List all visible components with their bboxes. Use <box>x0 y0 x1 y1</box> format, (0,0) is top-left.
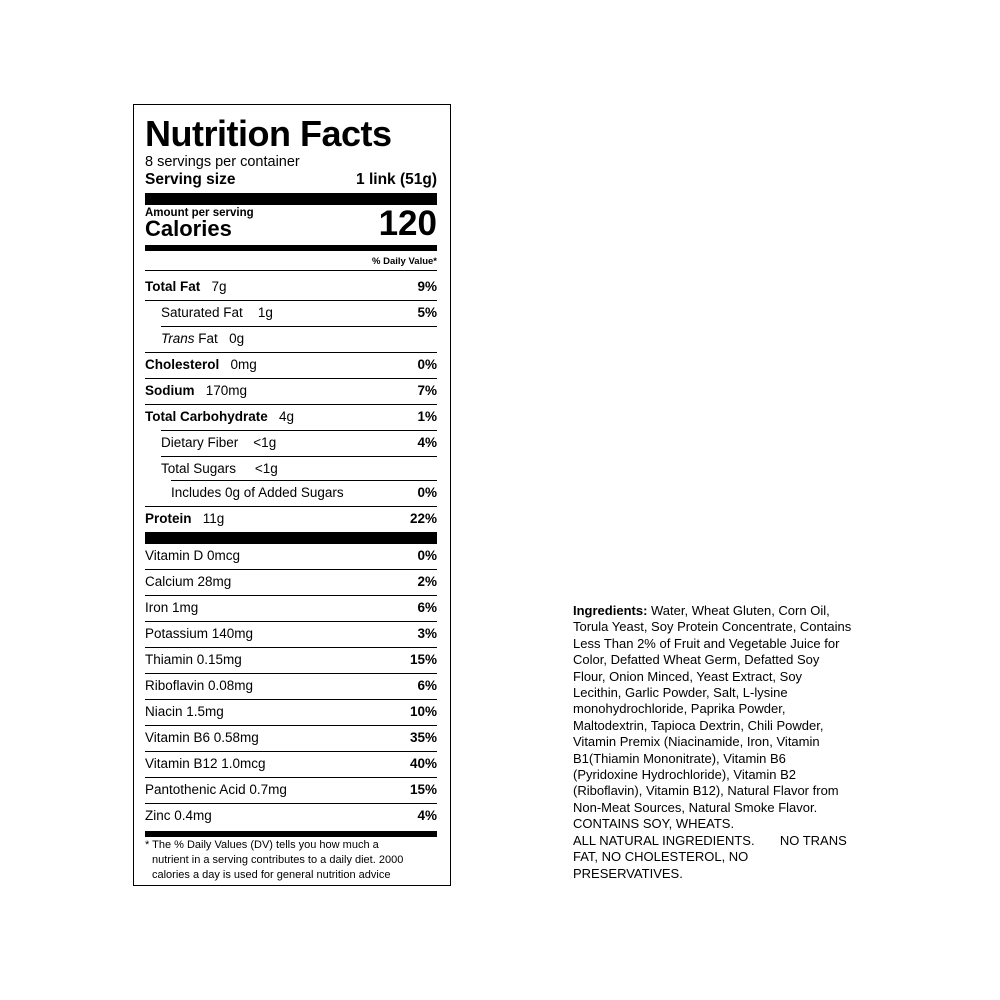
vitamin-row <box>145 725 437 751</box>
nutrient-row-total-sugars <box>145 456 437 482</box>
label-title: Nutrition Facts <box>145 113 392 154</box>
vitamin-name: Pantothenic Acid 0.7mg <box>145 782 287 797</box>
nutrient-name: Total Carbohydrate 4g <box>145 409 295 424</box>
vitamin-name: Niacin 1.5mg <box>145 704 224 719</box>
nutrient-pct: 5% <box>417 305 437 320</box>
nutrient-name: Includes 0g of Added Sugars <box>171 485 344 500</box>
vitamin-name: Thiamin 0.15mg <box>145 652 242 667</box>
vitamin-pct: 15% <box>409 782 437 797</box>
ingredients-line: Ingredients: Water, Wheat Gluten, Corn Oil, <box>573 603 830 618</box>
calories-label: Calories <box>145 216 232 241</box>
ingredients-line: FAT, NO CHOLESTEROL, NO <box>573 849 749 865</box>
vitamin-name: Zinc 0.4mg <box>145 808 212 823</box>
vitamin-row <box>145 595 437 621</box>
nutrient-row-dietary-fiber <box>145 430 437 456</box>
ingredients-line: (Riboflavin), Vitamin B12), Natural Flavor from <box>573 783 839 799</box>
nutrient-row-sodium <box>145 378 437 404</box>
ingredients-line: Lecithin, Garlic Powder, Salt, L-lysine <box>573 685 788 701</box>
ingredients-title: Ingredients: <box>573 603 648 618</box>
vitamin-row <box>145 673 437 699</box>
vitamin-name: Calcium 28mg <box>145 574 232 589</box>
nutrient-row-total-fat <box>145 274 437 300</box>
nutrient-row-cholesterol <box>145 352 437 378</box>
vitamin-row <box>145 647 437 673</box>
vitamin-pct: 35% <box>409 730 437 745</box>
servings-per-container: 8 servings per container <box>145 154 300 170</box>
vitamin-name: Riboflavin 0.08mg <box>145 678 254 693</box>
ingredients-line: Color, Defatted Wheat Germ, Defatted Soy <box>573 652 820 668</box>
vitamin-row <box>145 777 437 803</box>
ingredients-line: ALL NATURAL INGREDIENTS. NO TRANS <box>573 832 847 848</box>
vitamin-name: Vitamin B6 0.58mg <box>145 730 259 745</box>
nutrient-name: Saturated Fat 1g <box>161 305 273 320</box>
vitamin-name: Vitamin D 0mcg <box>145 548 241 563</box>
vitamin-pct: 10% <box>409 704 437 719</box>
vitamin-pct: 4% <box>417 808 437 823</box>
ingredients-line: B1(Thiamin Mononitrate), Vitamin B6 <box>573 750 786 766</box>
medium-divider-bottom <box>145 831 437 837</box>
nutrient-name: Total Sugars <1g <box>161 461 278 476</box>
medium-divider <box>145 245 437 251</box>
vitamin-row <box>145 621 437 647</box>
vitamin-pct: 6% <box>417 600 437 615</box>
vitamin-pct: 3% <box>417 626 437 641</box>
vitamin-name: Iron 1mg <box>145 600 199 615</box>
nutrient-name: Protein 11g <box>145 511 225 526</box>
footnote-line: calories a day is used for general nutrition advice <box>152 869 391 881</box>
vitamin-pct: 2% <box>417 574 437 589</box>
ingredients-line: CONTAINS SOY, WHEATS. <box>573 816 735 832</box>
vitamin-pct: 40% <box>409 756 437 771</box>
ingredients-line: (Pyridoxine Hydrochloride), Vitamin B2 <box>573 767 797 783</box>
vitamin-pct: 0% <box>417 548 437 563</box>
nutrient-name: Cholesterol 0mg <box>145 357 257 372</box>
nutrient-row-total-carbohydrate <box>145 404 437 430</box>
nutrient-pct: 0% <box>417 485 437 500</box>
ingredients-block <box>573 603 893 882</box>
vitamin-row <box>145 699 437 725</box>
nutrient-row-saturated-fat <box>145 300 437 326</box>
calories-value: 120 <box>378 204 437 243</box>
vitamin-row <box>145 569 437 595</box>
nutrient-pct: 22% <box>409 511 437 526</box>
serving-size-value: 1 link (51g) <box>356 171 437 188</box>
nutrient-row-protein <box>145 506 437 532</box>
serving-size-label: Serving size <box>145 171 236 188</box>
ingredients-line: Vitamin Premix (Niacinamide, Iron, Vitamin <box>573 734 820 750</box>
amount-per-serving: Amount per serving <box>145 207 254 219</box>
serving-size-row <box>145 171 437 189</box>
nutrient-pct: 9% <box>417 279 437 294</box>
ingredients-line: Non-Meat Sources, Natural Smoke Flavor. <box>573 799 818 815</box>
daily-value-footnote <box>145 838 437 883</box>
nutrient-row-added-sugars <box>145 480 437 506</box>
vitamin-pct: 6% <box>417 678 437 693</box>
vitamin-pct: 15% <box>409 652 437 667</box>
nutrient-pct: 1% <box>417 409 437 424</box>
nutrient-name: Dietary Fiber <1g <box>161 435 277 450</box>
ingredients-line: Flour, Onion Minced, Yeast Extract, Soy <box>573 668 803 684</box>
nutrient-pct: 7% <box>417 383 437 398</box>
ingredients-line: PRESERVATIVES. <box>573 865 683 881</box>
vitamin-name: Vitamin B12 1.0mcg <box>145 756 266 771</box>
footnote-line: * The % Daily Values (DV) tells you how much a <box>145 839 379 851</box>
nutrient-row-trans-fat <box>145 326 437 352</box>
nutrient-pct: 4% <box>417 435 437 450</box>
footnote-line: nutrient in a serving contributes to a daily diet. 2000 <box>152 854 404 866</box>
row-divider <box>145 270 437 271</box>
nutrient-name: Sodium 170mg <box>145 383 248 398</box>
nutrition-facts-label <box>133 104 451 886</box>
ingredients-line: Maltodextrin, Tapioca Dextrin, Chili Powder, <box>573 717 824 733</box>
vitamin-name: Potassium 140mg <box>145 626 254 641</box>
nutrient-name: Total Fat 7g <box>145 279 227 294</box>
nutrient-name: Trans Fat 0g <box>161 331 245 346</box>
vitamin-row <box>145 803 437 829</box>
ingredients-line: monohydrochloride, Paprika Powder, <box>573 701 786 717</box>
vitamin-row <box>145 751 437 777</box>
ingredients-line: Less Than 2% of Fruit and Vegetable Juice for <box>573 635 840 651</box>
nutrient-pct: 0% <box>417 357 437 372</box>
daily-value-header: % Daily Value* <box>372 256 437 267</box>
vitamin-row <box>145 543 437 569</box>
ingredients-line: Torula Yeast, Soy Protein Concentrate, Contains <box>573 619 852 635</box>
